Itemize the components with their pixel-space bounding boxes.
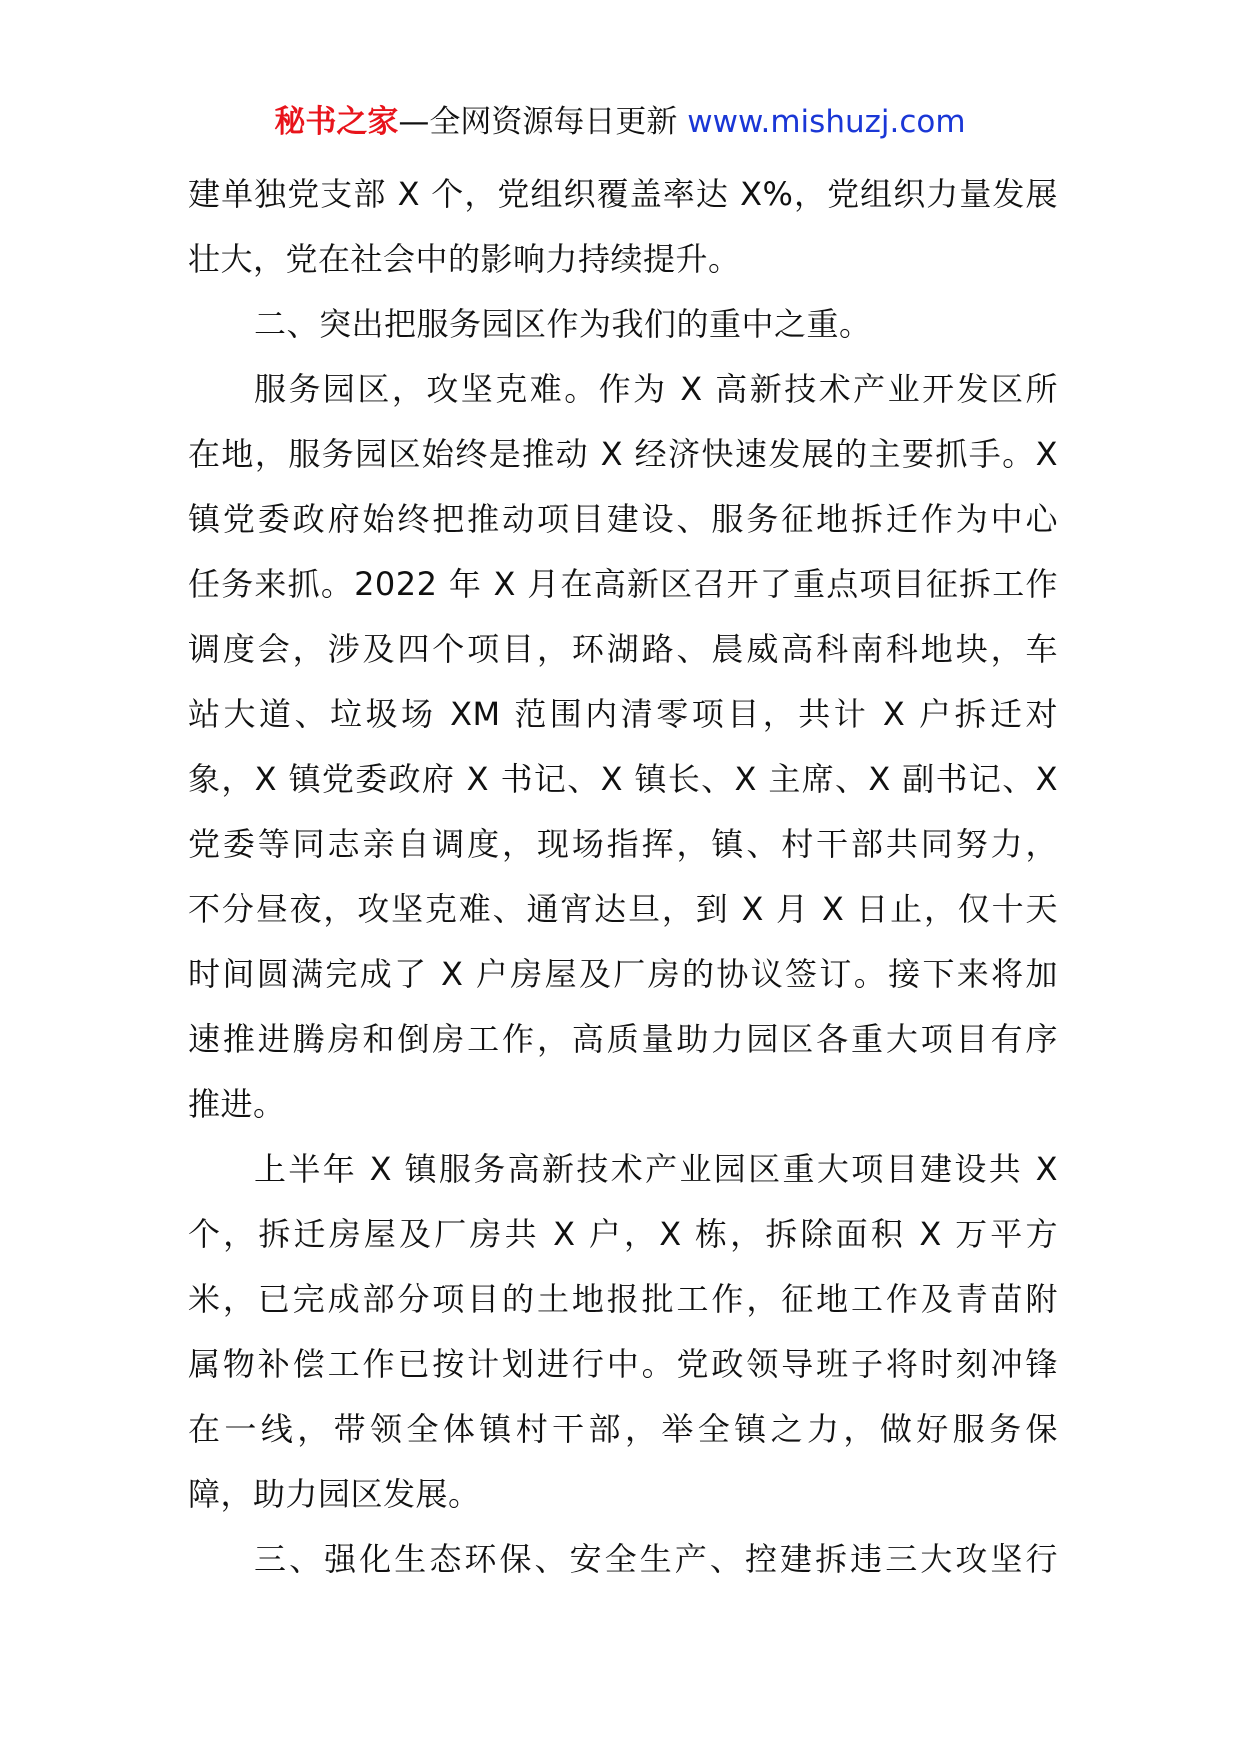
text-line: 服务园区，攻坚克难。作为 X 高新技术产业开发区所 xyxy=(254,370,1058,408)
text-line: 壮大，党在社会中的影响力持续提升。 xyxy=(188,240,741,278)
site-slogan: —全网资源每日更新 xyxy=(398,104,688,140)
text-line: 任务来抓。2022 年 X 月在高新区召开了重点项目征拆工作 xyxy=(188,565,1058,603)
site-url-link[interactable]: www.mishuzj.com xyxy=(687,104,966,140)
text-line: 上半年 X 镇服务高新技术产业园区重大项目建设共 X xyxy=(254,1150,1058,1188)
text-line: 站大道、垃圾场 XM 范围内清零项目，共计 X 户拆迁对 xyxy=(188,695,1058,733)
text-line: 建单独党支部 X 个，党组织覆盖率达 X%，党组织力量发展 xyxy=(188,175,1058,213)
text-line: 米，已完成部分项目的土地报批工作，征地工作及青苗附 xyxy=(188,1280,1058,1318)
text-line: 属物补偿工作已按计划进行中。党政领导班子将时刻冲锋 xyxy=(188,1345,1058,1383)
site-brand: 秘书之家 xyxy=(274,104,399,140)
text-line: 党委等同志亲自调度，现场指挥，镇、村干部共同努力， xyxy=(188,825,1058,863)
section-heading: 二、突出把服务园区作为我们的重中之重。 xyxy=(254,305,872,343)
text-line: 在一线，带领全体镇村干部，举全镇之力，做好服务保 xyxy=(188,1410,1058,1448)
text-line: 推进。 xyxy=(188,1085,286,1123)
text-line: 障，助力园区发展。 xyxy=(188,1475,481,1513)
text-line: 速推进腾房和倒房工作，高质量助力园区各重大项目有序 xyxy=(188,1020,1058,1058)
text-line: 调度会，涉及四个项目，环湖路、晨威高科南科地块，车 xyxy=(188,630,1058,668)
text-line: 在地，服务园区始终是推动 X 经济快速发展的主要抓手。X xyxy=(188,435,1058,473)
text-line: 时间圆满完成了 X 户房屋及厂房的协议签订。接下来将加 xyxy=(188,955,1058,993)
text-line: 不分昼夜，攻坚克难、通宵达旦，到 X 月 X 日止，仅十天 xyxy=(188,890,1058,928)
section-heading: 三、强化生态环保、安全生产、控建拆违三大攻坚行 xyxy=(254,1540,1058,1578)
text-line: 镇党委政府始终把推动项目建设、服务征地拆迁作为中心 xyxy=(188,500,1058,538)
text-line: 个，拆迁房屋及厂房共 X 户，X 栋，拆除面积 X 万平方 xyxy=(188,1215,1058,1253)
document-body xyxy=(188,162,1058,1592)
text-line: 象，X 镇党委政府 X 书记、X 镇长、X 主席、X 副书记、X xyxy=(188,760,1058,798)
site-header xyxy=(0,102,1240,142)
